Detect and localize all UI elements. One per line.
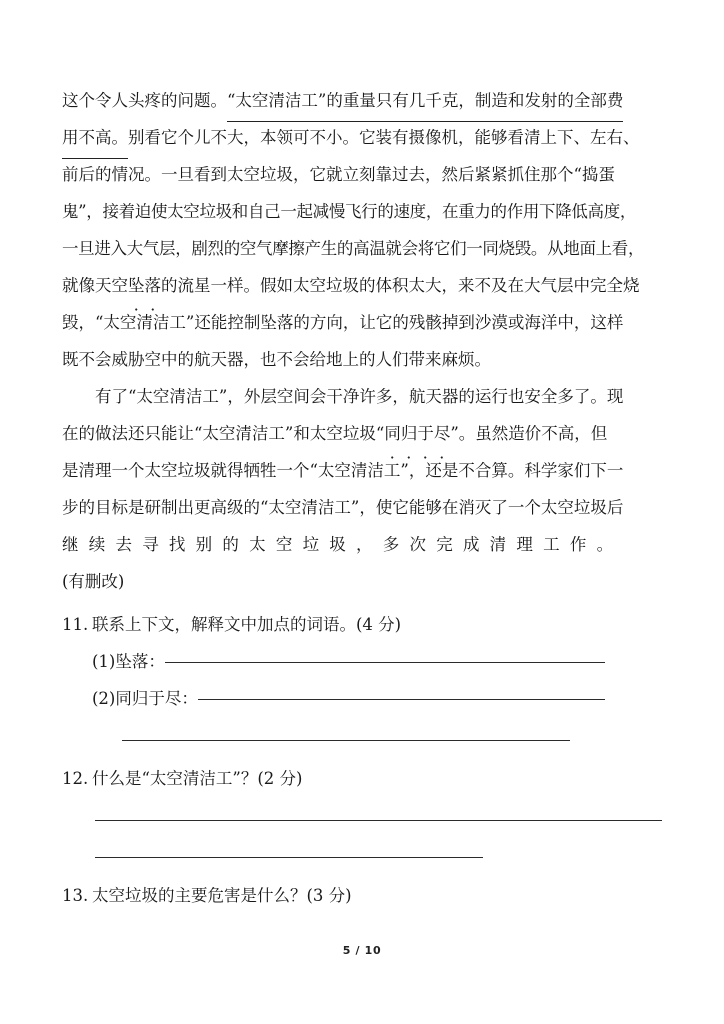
passage-text-run: 有了“太空清洁工”，外层空间会干净许多，航天器的运行也安全多了。现 [95,387,624,406]
attribution-text: (有删改) [62,572,125,591]
question-text: 什么是“太空清洁工”？(2 分) [92,769,303,788]
passage-line [62,341,662,378]
answer-line-row [62,717,662,754]
passage-text-run: 既不会威胁空中的航天器，也不会给地上的人们带来麻烦。 [62,350,491,369]
passage-text-run: 的流星一样。假如太空垃圾的体积太大，来不及在大气层中完全烧 [161,276,640,295]
passage-text-run: 就像天空 [62,276,128,295]
question-heading [62,760,662,797]
subquestion-2 [62,680,662,717]
subquestion-1 [62,643,662,680]
question-number: 12. [62,769,89,788]
passage-line [62,267,662,304]
passage-text-run-justified: 继续去寻找别的太空垃圾，多次完成清理工作。 [62,535,624,554]
passage-paragraph-2 [62,378,662,600]
passage-line [62,156,662,193]
answer-line[interactable] [198,699,605,700]
passage-text-emphasis-dotted: 坠落 [128,267,161,304]
passage-text-underlined: “太空清洁工”的重量只有几千克，制造和发射的全部费 [227,82,623,122]
question-heading [62,606,662,643]
passage-line [62,526,662,563]
subquestion-label: (1)坠落： [92,652,165,671]
passage-line [62,230,662,267]
page-footer: 5 / 10 [342,944,382,957]
answer-line-row [62,834,662,871]
passage-line [62,489,662,526]
subquestion-label: (2)同归于尽： [92,689,198,708]
question-11 [62,606,662,754]
question-number: 13. [62,886,89,905]
answer-line[interactable] [165,662,605,663]
answer-line[interactable] [122,740,570,741]
passage-line [62,452,662,489]
answer-line[interactable] [95,820,662,821]
passage-line [62,415,662,452]
passage-text-emphasis-dotted: 同归于尽 [384,415,450,452]
answer-line[interactable] [95,857,483,858]
passage-text-run: 在的做法还只能让“太空清洁工”和太空垃圾“ [62,424,385,443]
question-heading [62,877,662,914]
passage-text-run: 鬼”，接着迫使太空垃圾和自己一起减慢飞行的速度，在重力的作用下降低高度， [62,202,637,221]
passage-text-run: 前后的情况。一旦看到太空垃圾，它就立刻靠过去，然后紧紧抓住那个“捣蛋 [62,165,615,184]
answer-line-row [62,797,662,834]
passage-line [62,193,662,230]
question-text: 联系上下文，解释文中加点的词语。(4 分) [92,615,402,634]
passage-text-run: 别看它个儿不大，本领可不小。它装有摄像机，能够看清上下、左右、 [128,128,640,147]
question-12 [62,760,662,871]
page-content [62,82,662,914]
passage-line [62,378,662,415]
passage-text-run: 这个令人头疼的问题。 [62,91,227,110]
question-text: 太空垃圾的主要危害是什么？(3 分) [92,886,352,905]
passage-text-run: 一旦进入大气层，剧烈的空气摩擦产生的高温就会将它们一同烧毁。从地面上看， [62,239,645,258]
question-13 [62,877,662,914]
passage-paragraph-1 [62,82,662,378]
passage-text-run: 毁，“太空清洁工”还能控制坠落的方向，让它的残骸掉到沙漠或海洋中，这样 [62,313,624,332]
passage-line [62,119,662,156]
passage-text-underlined: 用不高。 [62,119,128,159]
passage-text-run: 是清理一个太空垃圾就得牺牲一个“太空清洁工”，还是不合算。科学家们下一 [62,461,624,480]
passage-attribution [62,563,662,600]
passage-text-run: ”。虽然造价不高，但 [450,424,608,443]
question-number: 11. [62,615,89,634]
passage-line [62,82,662,119]
passage-text-run: 步的目标是研制出更高级的“太空清洁工”，使它能够在消灭了一个太空垃圾后 [62,498,624,517]
